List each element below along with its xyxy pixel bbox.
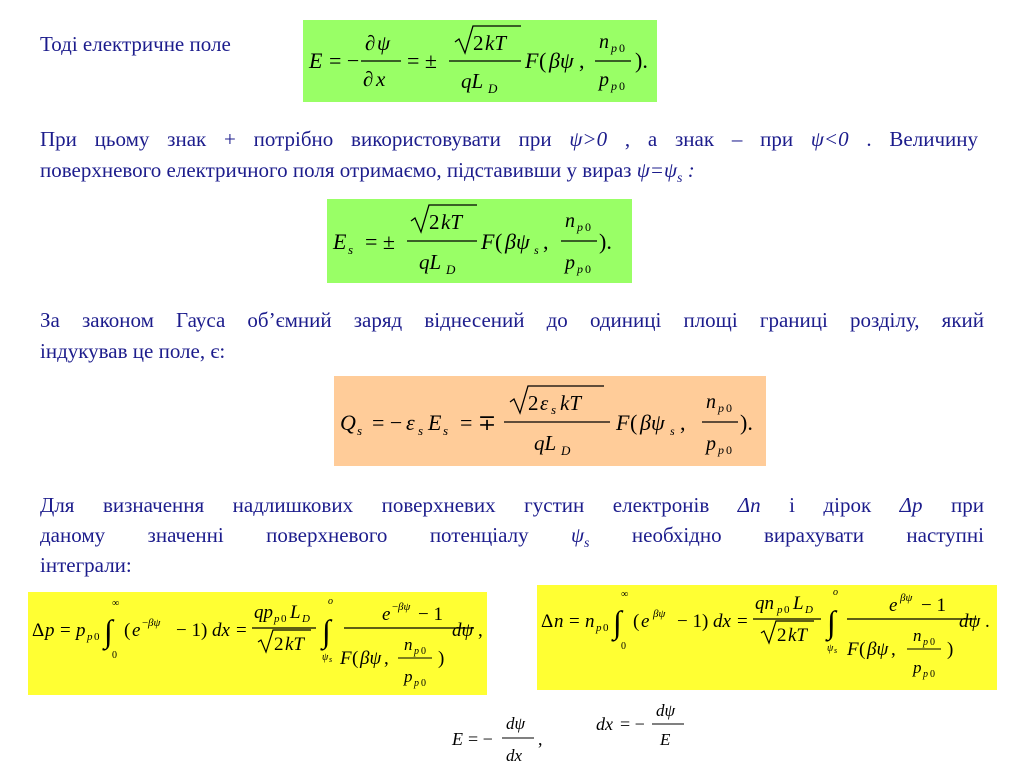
svg-text:2: 2 <box>274 634 284 655</box>
svg-text:=: = <box>569 611 580 632</box>
svg-text:D: D <box>302 613 310 625</box>
svg-text:s: s <box>670 424 675 438</box>
svg-text:= ±: = ± <box>407 48 437 73</box>
svg-text:= −: = − <box>620 714 645 734</box>
svg-text:,: , <box>478 620 483 641</box>
svg-text:,: , <box>384 648 389 669</box>
svg-text:0: 0 <box>621 641 626 652</box>
svg-text:βψ: βψ <box>900 592 913 604</box>
svg-text:o: o <box>833 587 838 598</box>
svg-text:p: p <box>274 613 280 625</box>
para1-colon: : <box>682 158 695 182</box>
svg-text:).: ). <box>740 410 753 435</box>
paragraph-integrals-line2 <box>40 521 984 558</box>
svg-text:ψ: ψ <box>827 643 834 654</box>
svg-text:kT: kT <box>560 391 581 415</box>
svg-text:= −: = − <box>372 410 403 435</box>
svg-text:βψ: βψ <box>653 608 666 620</box>
svg-text:s: s <box>348 242 354 257</box>
svg-text:n: n <box>554 611 564 632</box>
svg-text:2: 2 <box>473 31 484 55</box>
svg-text:p: p <box>913 658 922 677</box>
formula-delta-n <box>537 585 997 690</box>
svg-text:=: = <box>60 620 71 641</box>
svg-text:s: s <box>357 423 363 438</box>
para1-condition-positive: ψ>0 <box>569 127 608 151</box>
svg-text:0: 0 <box>281 613 287 625</box>
intro-text: Тоді електричне поле <box>40 32 231 56</box>
svg-text:ε: ε <box>540 391 549 415</box>
para1-text-c: . Величину <box>848 127 978 151</box>
svg-text:,: , <box>538 729 543 749</box>
svg-text:F: F <box>847 639 859 660</box>
formula-field-derivative <box>448 712 558 768</box>
svg-text:).: ). <box>599 229 612 254</box>
svg-text:Δ: Δ <box>32 620 45 641</box>
para1-text-b: , а знак – при <box>607 127 811 151</box>
svg-text:qL: qL <box>534 431 557 455</box>
svg-text:n: n <box>913 626 922 645</box>
para1-text-a: При цьому знак + потрібно використовувати при <box>40 127 570 151</box>
para1-condition-negative: ψ<0 <box>810 127 849 151</box>
svg-text:0: 0 <box>421 646 426 657</box>
svg-text:p: p <box>596 622 602 634</box>
svg-text:p: p <box>414 646 419 657</box>
svg-text:0: 0 <box>784 604 790 616</box>
svg-text:(: ( <box>124 620 131 641</box>
svg-text:s: s <box>418 423 424 438</box>
formula-delta-p <box>28 592 487 695</box>
svg-text:D: D <box>805 604 813 616</box>
svg-text:p: p <box>611 79 617 93</box>
para3-delta-n: Δn <box>737 493 761 517</box>
svg-text:∞: ∞ <box>621 589 629 600</box>
svg-text:s: s <box>834 646 838 655</box>
svg-text:βψ: βψ <box>867 639 889 660</box>
svg-text:,: , <box>891 639 896 660</box>
svg-text:− 1: − 1 <box>418 604 443 625</box>
svg-text:e: e <box>382 604 391 625</box>
svg-text:dx: dx <box>212 620 230 641</box>
svg-text:,: , <box>543 229 549 254</box>
formula-surface-charge <box>334 376 766 466</box>
svg-text:−: − <box>142 617 149 629</box>
svg-text:p: p <box>45 620 55 641</box>
svg-text:= ±: = ± <box>365 229 395 254</box>
svg-text:βψ: βψ <box>640 410 665 435</box>
svg-text:E: E <box>660 730 671 749</box>
svg-text:0: 0 <box>585 220 591 234</box>
svg-text:p: p <box>76 620 86 641</box>
svg-text:Δ: Δ <box>541 611 554 632</box>
svg-text:(: ( <box>352 648 359 669</box>
svg-text:p: p <box>611 41 617 55</box>
svg-text:(: ( <box>539 48 547 73</box>
svg-text:,: , <box>579 48 585 73</box>
svg-text:D: D <box>446 262 456 277</box>
svg-text:0: 0 <box>726 443 732 457</box>
svg-text:∞: ∞ <box>112 598 120 609</box>
svg-text:s: s <box>329 655 333 664</box>
svg-text:2: 2 <box>528 391 539 415</box>
paragraph-gauss-line1: За законом Гауса об’ємний заряд віднесений до одиниці площі границі розділу, який <box>40 308 984 332</box>
para1-substitution: ψ=ψ <box>636 158 677 182</box>
paragraph-integrals-line1 <box>40 491 984 520</box>
svg-text:= −: = − <box>468 729 493 749</box>
formula-electric-field <box>303 20 657 102</box>
svg-text:βψ: βψ <box>549 48 574 73</box>
svg-text:=: = <box>737 611 748 632</box>
svg-text:D: D <box>488 81 498 96</box>
svg-text:e: e <box>132 620 141 641</box>
para1-text-line2: поверхневого електричного поля отримаємо, підставивши у вираз <box>40 158 637 182</box>
svg-text:− 1: − 1 <box>921 595 946 616</box>
svg-text:p: p <box>706 433 716 455</box>
svg-text:βψ: βψ <box>360 648 382 669</box>
svg-text:βψ: βψ <box>505 229 530 254</box>
svg-text:dx: dx <box>713 611 731 632</box>
svg-text:p: p <box>87 631 93 643</box>
svg-text:0: 0 <box>619 79 625 93</box>
svg-text:p: p <box>565 252 575 274</box>
svg-text:ψ: ψ <box>322 652 329 663</box>
svg-text:0: 0 <box>930 669 935 680</box>
svg-text:∂: ∂ <box>365 31 376 55</box>
svg-text:,: , <box>680 410 686 435</box>
svg-text:F: F <box>525 48 539 73</box>
svg-text:p: p <box>923 637 928 648</box>
para3-text-b: і дірок <box>760 493 900 517</box>
svg-text:= ∓: = ∓ <box>460 410 497 435</box>
svg-text:= −: = − <box>329 48 360 73</box>
svg-text:s: s <box>534 243 539 257</box>
paragraph-gauss-line2: індукував це поле, є: <box>40 339 226 363</box>
svg-text:=: = <box>236 620 247 641</box>
svg-text:dψ: dψ <box>506 714 526 733</box>
svg-text:dx: dx <box>506 746 523 765</box>
svg-text:0: 0 <box>94 631 100 643</box>
svg-text:dψ: dψ <box>452 620 474 641</box>
svg-text:kT: kT <box>485 31 506 55</box>
svg-text:F: F <box>616 410 630 435</box>
svg-text:n: n <box>565 210 575 232</box>
svg-text:E: E <box>309 48 323 73</box>
svg-text:p: p <box>577 262 583 276</box>
svg-text:o: o <box>328 596 333 607</box>
svg-text:Q: Q <box>340 410 356 435</box>
svg-text:L: L <box>793 593 804 614</box>
svg-text:F: F <box>340 648 352 669</box>
svg-text:E: E <box>452 729 463 749</box>
svg-text:p: p <box>777 604 783 616</box>
svg-text:p: p <box>718 443 724 457</box>
svg-text:(: ( <box>630 410 638 435</box>
svg-text:qn: qn <box>755 593 774 614</box>
para1-substitution-sub: s <box>677 171 683 187</box>
svg-text:).: ). <box>635 48 648 73</box>
svg-text:dψ: dψ <box>656 702 676 720</box>
svg-text:0: 0 <box>603 622 609 634</box>
svg-text:ε: ε <box>406 410 415 435</box>
svg-text:∫: ∫ <box>322 613 331 649</box>
svg-text:(: ( <box>859 639 866 660</box>
svg-text:∂: ∂ <box>363 67 374 91</box>
svg-text:−: − <box>392 601 399 613</box>
svg-text:s: s <box>551 402 557 417</box>
svg-text:dx: dx <box>596 714 613 734</box>
svg-text:.: . <box>985 611 990 632</box>
svg-text:2: 2 <box>777 625 787 646</box>
svg-text:kT: kT <box>788 625 807 646</box>
svg-text:D: D <box>561 443 571 458</box>
paragraph-integrals-line3: інтеграли: <box>40 553 132 577</box>
svg-text:0: 0 <box>112 650 117 661</box>
para3-text-a: Для визначення надлишкових поверхневих густин електронів <box>40 493 738 517</box>
svg-text:e: e <box>641 611 650 632</box>
svg-text:− 1): − 1) <box>677 611 709 632</box>
svg-text:− 1): − 1) <box>176 620 208 641</box>
svg-text:E: E <box>428 410 442 435</box>
svg-text:∫: ∫ <box>613 604 622 640</box>
para3-text-line2a: даному значенні поверхневого потенціалу <box>40 523 571 547</box>
svg-text:p: p <box>599 69 609 91</box>
svg-text:kT: kT <box>285 634 304 655</box>
svg-text:βψ: βψ <box>398 601 411 613</box>
svg-text:p: p <box>404 667 413 686</box>
svg-text:p: p <box>414 678 419 689</box>
svg-text:qL: qL <box>419 250 442 274</box>
svg-text:n: n <box>585 611 595 632</box>
para3-text-c: при <box>922 493 984 517</box>
para3-delta-p: Δp <box>899 493 923 517</box>
svg-text:s: s <box>443 423 449 438</box>
svg-text:): ) <box>438 648 445 669</box>
paragraph-sign-line2 <box>40 156 695 193</box>
svg-text:0: 0 <box>421 678 426 689</box>
svg-text:0: 0 <box>619 41 625 55</box>
svg-text:p: p <box>577 220 583 234</box>
svg-text:L: L <box>290 602 301 623</box>
svg-text:x: x <box>376 67 386 91</box>
svg-text:E: E <box>333 229 347 254</box>
svg-text:n: n <box>599 31 609 53</box>
para3-psi-sub: s <box>584 536 590 552</box>
svg-text:βψ: βψ <box>148 617 161 629</box>
para3-text-line2b: необхідно вирахувати наступні <box>589 523 984 547</box>
svg-text:(: ( <box>633 611 640 632</box>
svg-text:(: ( <box>495 229 503 254</box>
svg-text:e: e <box>889 595 898 616</box>
svg-text:): ) <box>947 639 954 660</box>
svg-text:F: F <box>481 229 495 254</box>
svg-text:0: 0 <box>585 262 591 276</box>
svg-text:dψ: dψ <box>959 611 981 632</box>
para3-psi: ψ <box>570 523 585 547</box>
svg-text:qL: qL <box>461 69 484 93</box>
svg-text:2: 2 <box>429 210 440 234</box>
svg-text:0: 0 <box>726 401 732 415</box>
svg-text:n: n <box>706 391 716 413</box>
svg-text:qp: qp <box>254 602 273 623</box>
svg-text:n: n <box>404 635 413 654</box>
formula-surface-field <box>327 199 632 283</box>
formula-dx-expression <box>594 702 694 752</box>
paragraph-sign-line1 <box>40 125 978 154</box>
svg-text:∫: ∫ <box>827 604 836 640</box>
svg-text:p: p <box>718 401 724 415</box>
svg-text:p: p <box>923 669 928 680</box>
svg-text:0: 0 <box>930 637 935 648</box>
svg-text:ψ: ψ <box>377 31 391 55</box>
svg-text:∫: ∫ <box>104 613 113 649</box>
svg-text:kT: kT <box>441 210 462 234</box>
